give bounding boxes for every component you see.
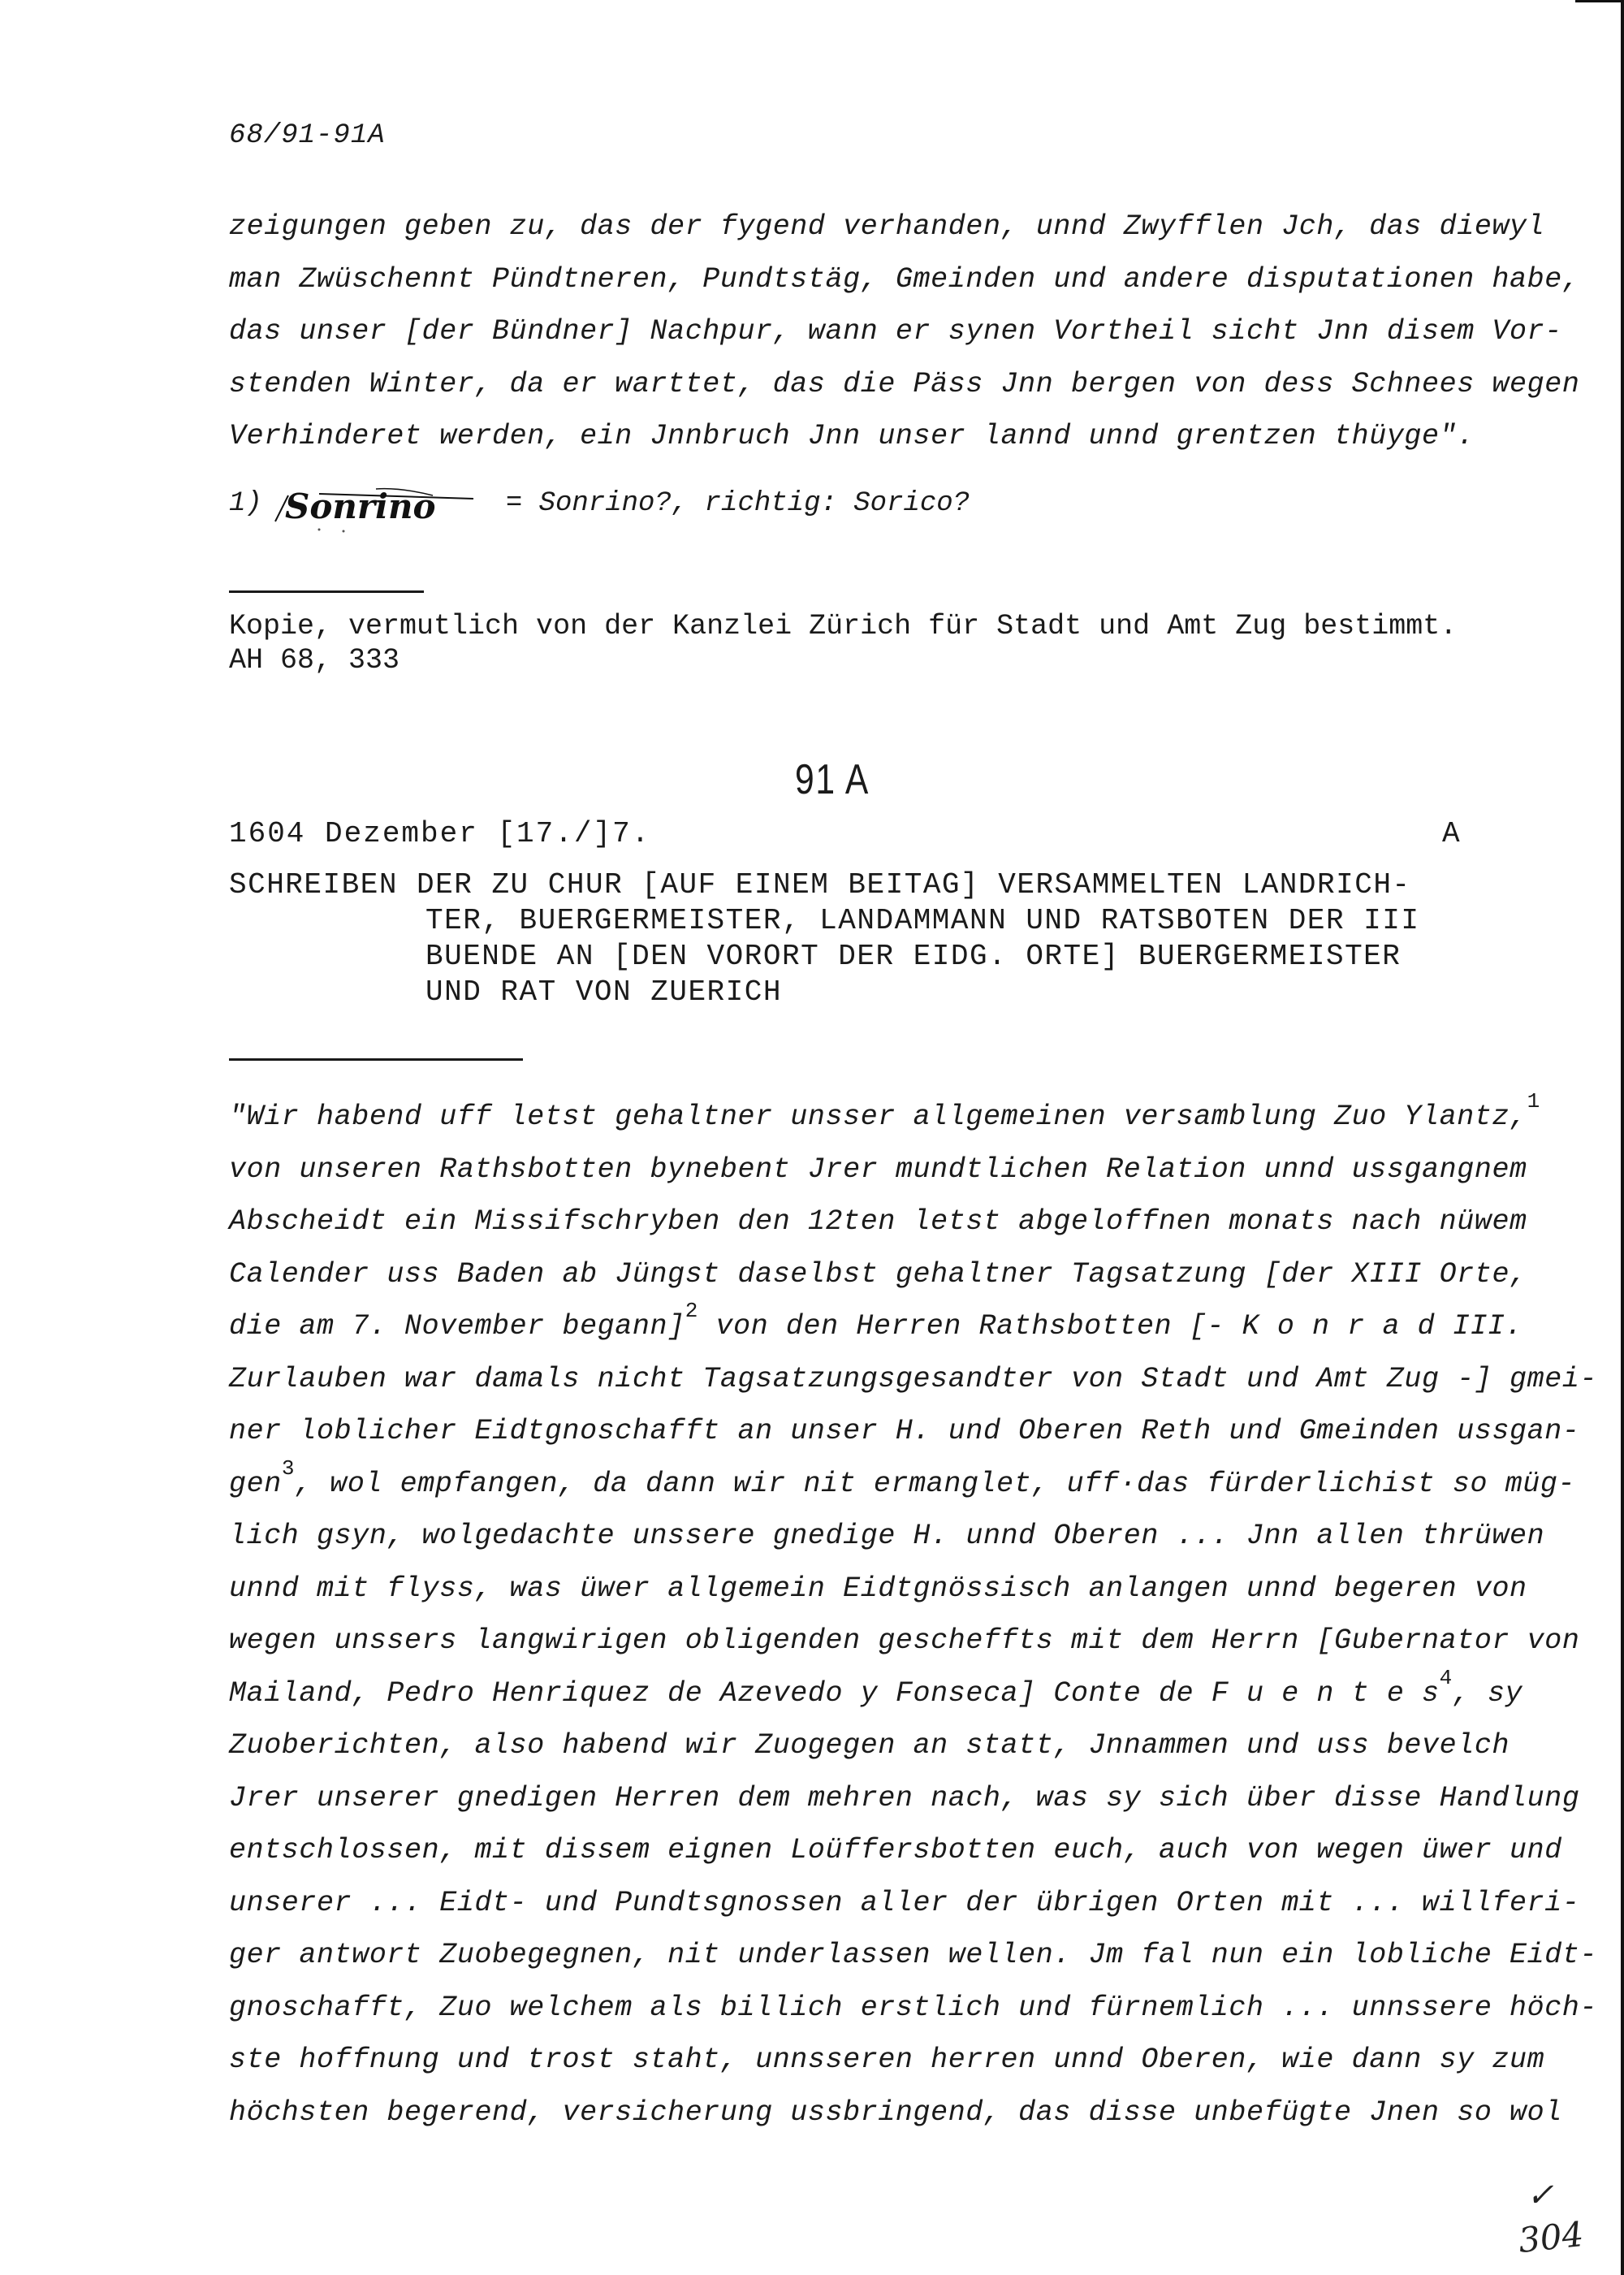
text-span: gen (229, 1467, 282, 1500)
text-line: ner loblicher Eidtgnoschafft an unser H. und Oberen Reth und Gmeinden ussgan- (229, 1415, 1580, 1447)
text-line (229, 1665, 1523, 1720)
footnote-text: = Sonrino?, richtig: Sorico? (505, 488, 970, 519)
separator-rule (229, 590, 424, 593)
text-span: "Wir habend uff letst gehaltner unsser allgemeinen versamblung Zuo Ylantz, (229, 1101, 1527, 1133)
text-line: das unser [der Bündner] Nachpur, wann er synen Vortheil sicht Jnn disem Vor- (229, 315, 1562, 348)
footnote-marker: 2 (685, 1299, 698, 1324)
text-line: höchsten begerend, versicherung ussbringend, das disse unbefügte Jnen so wol (229, 2096, 1562, 2129)
text-line: ste hoffnung und trost staht, unnsseren herren unnd Oberen, wie dann sy zum (229, 2044, 1545, 2076)
text-line (229, 1299, 1523, 1353)
text-span: die am 7. November begann] (229, 1310, 685, 1343)
text-line: zeigungen geben zu, das der fygend verhanden, unnd Zwyfflen Jch, das diewyl (229, 210, 1545, 243)
document-number: 91 A (795, 756, 870, 803)
handwritten-signature-image (270, 471, 482, 536)
footnote-marker: 3 (281, 1455, 296, 1481)
text-line: lich gsyn, wolgedachte unssere gnedige H. unnd Oberen ... Jnn allen thrüwen (229, 1520, 1545, 1552)
quotation-continued (229, 201, 1580, 463)
text-line: von unseren Rathsbotten bynebent Jrer mundtlichen Relation unnd ussgangnem (229, 1153, 1527, 1186)
source-note (229, 609, 1457, 677)
text-span: , wol empfangen, da dann wir nit ermanglet, uff·das fürderlichist so müg- (295, 1467, 1576, 1500)
text-line: Verhinderet werden, ein Jnnbruch Jnn unser lannd unnd grentzen thüyge". (229, 420, 1475, 452)
footnote-1 (229, 471, 970, 536)
regest-line: BUENDE AN [DEN VORORT DER EIDG. ORTE] BUERGERMEISTER (425, 940, 1402, 973)
handwritten-page-number: 304 (1516, 2213, 1586, 2261)
archive-reference: AH 68, 333 (229, 644, 400, 677)
text-line: wegen unssers langwirigen obligenden gescheffts mit dem Herrn [Gubernator von (229, 1624, 1580, 1657)
letter-quotation (229, 1089, 1598, 2139)
footnote-number: 1) (229, 488, 262, 519)
text-line (229, 1455, 1576, 1511)
text-line (229, 1089, 1540, 1144)
text-line: unserer ... Eidt- und Pundtsgnossen aller der übrigen Orten mit ... willferi- (229, 1886, 1580, 1919)
text-line: Zuoberichten, also habend wir Zuogegen an statt, Jnnammen und uss bevelch (229, 1729, 1510, 1762)
footnote-marker: 1 (1527, 1089, 1540, 1114)
text-line: ger antwort Zuobegegnen, nit underlassen wellen. Jm fal nun ein lobliche Eidt- (229, 1939, 1598, 1971)
scan-edge-top (1575, 0, 1624, 2)
source-description: Kopie, vermutlich von der Kanzlei Zürich für Stadt und Amt Zug bestimmt. (229, 610, 1458, 642)
text-line: Zurlauben war damals nicht Tagsatzungsgesandter von Stadt und Amt Zug -] gmei- (229, 1362, 1598, 1395)
footnote-marker: 4 (1439, 1665, 1453, 1690)
regest-line: SCHREIBEN DER ZU CHUR [AUF EINEM BEITAG] VERSAMMELTEN LANDRICH- (229, 868, 1411, 902)
document-date: 1604 Dezember [17./]7. (229, 817, 651, 850)
svg-text:Sonrino: Sonrino (284, 487, 436, 526)
regest-line: TER, BUERGERMEISTER, LANDAMMANN UND RATSBOTEN DER III (425, 904, 1420, 937)
text-line: gnoschafft, Zuo welchem als billich erstlich und fürnemlich ... unnssere höch- (229, 1991, 1598, 2024)
document-marker: A (1442, 817, 1460, 850)
text-span: Mailand, Pedro Henriquez de Azevedo y Fonseca] Conte de F u e n t e s (229, 1676, 1440, 1710)
text-line: Jrer unserer gnedigen Herren dem mehren nach, was sy sich über disse Handlung (229, 1781, 1580, 1814)
text-line: Calender uss Baden ab Jüngst daselbst gehaltner Tagsatzung [der XIII Orte, (229, 1257, 1527, 1291)
document-regest (229, 867, 1420, 1010)
text-span: , sy (1452, 1676, 1523, 1710)
regest-line: UND RAT VON ZUERICH (425, 975, 782, 1009)
text-line: Abscheidt ein Missifschryben den 12ten letst abgeloffnen monats nach nüwem (229, 1205, 1527, 1238)
page-reference: 68/91-91A (229, 120, 386, 151)
text-span: von den Herren Rathsbotten [- K o n r a d III. (698, 1310, 1523, 1343)
separator-rule (229, 1058, 523, 1061)
handwritten-checkmark: ✓ (1527, 2177, 1554, 2214)
scan-edge (1621, 0, 1624, 2275)
text-line: entschlossen, mit dissem eignen Loüffersbotten euch, auch von wegen üwer und (229, 1834, 1562, 1866)
text-line: stenden Winter, da er warttet, das die Päss Jnn bergen von dess Schnees wegen (229, 367, 1580, 400)
text-line: man Zwüschennt Pündtneren, Pundtstäg, Gmeinden und andere disputationen habe, (229, 262, 1580, 296)
text-line: unnd mit flyss, was üwer allgemein Eidtgnössisch anlangen unnd begeren von (229, 1572, 1527, 1605)
